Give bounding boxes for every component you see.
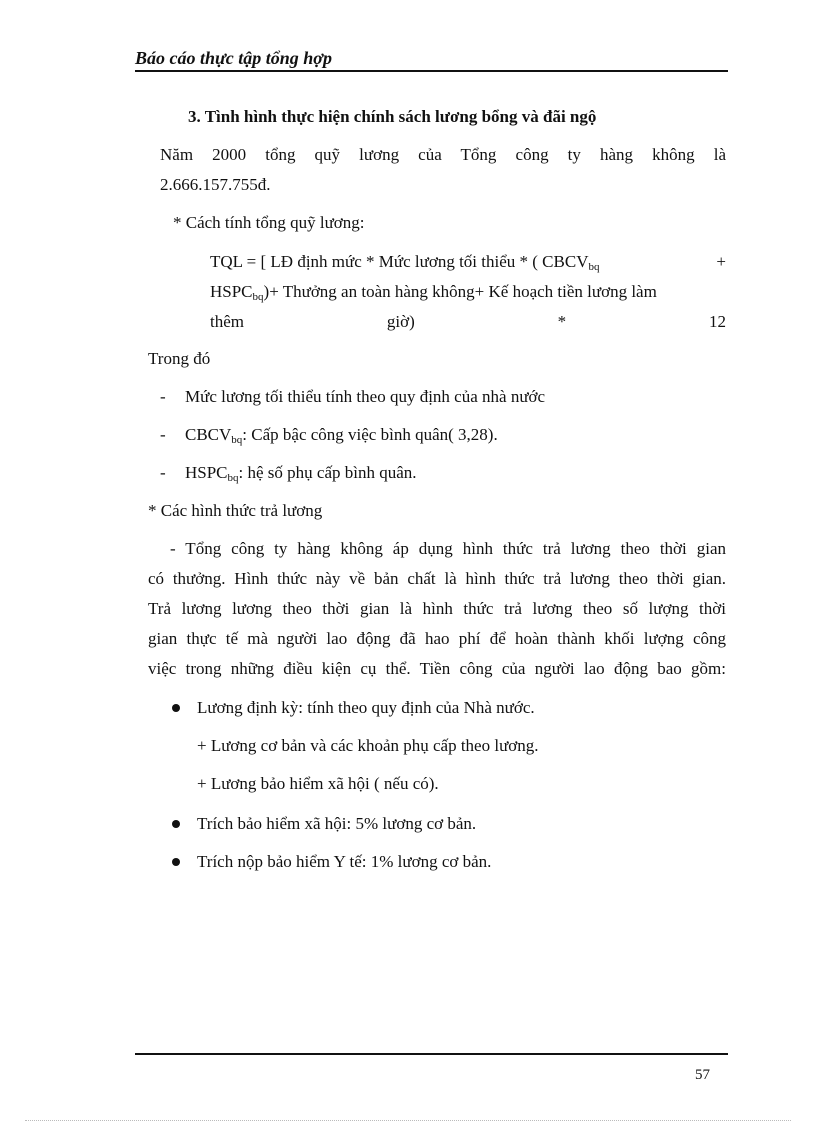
bullet-item: Trích bảo hiểm xã hội: 5% lương cơ bản. [197, 814, 477, 833]
definition-dash: - [160, 463, 166, 482]
paragraph-line: gian thực tế mà người lao động đã hao phí để hoàn thành khối lượng công [148, 629, 726, 648]
sub-item: + Lương bảo hiểm xã hội ( nếu có). [197, 774, 439, 793]
formula-line-2: $HSPC_{bq})+$ Thưởng an toàn hàng không+ Kế hoạch tiền lương làm [210, 282, 657, 303]
header-title: Báo cáo thực tập tổng hợp [135, 48, 332, 68]
footer-rule [135, 1053, 728, 1055]
formula-line-1-text: TQL = [ LĐ định mức * Mức lương tối thiểu * ( $CBCV_{bq}$ [210, 252, 600, 273]
bullet-dot-icon [172, 704, 180, 712]
intro-line-2: 2.666.157.755đ. [160, 175, 271, 194]
sub-item: + Lương cơ bản và các khoản phụ cấp theo lương. [197, 736, 539, 755]
formula-line-1-plus: + [716, 252, 726, 271]
bullet-dot-icon [172, 858, 180, 866]
definition-item: $HSPC_{bq}$: hệ số phụ cấp bình quân. [185, 463, 417, 484]
definition-item: Mức lương tối thiểu tính theo quy định của nhà nước [185, 387, 546, 406]
where-label: Trong đó [148, 349, 211, 368]
formula-line-3: thêm giờ) * 12 [210, 312, 726, 331]
page-number: 57 [695, 1067, 710, 1083]
intro-line-1: Năm 2000 tổng quỹ lương của Tổng công ty hàng không là [160, 145, 726, 164]
definition-dash: - [160, 387, 166, 406]
bullet-item: Trích nộp bảo hiểm Y tế: 1% lương cơ bản. [197, 852, 492, 871]
formula-line-1 [210, 250, 726, 274]
paragraph-line: - Tổng công ty hàng không áp dụng hình thức trả lương theo thời gian [170, 539, 726, 558]
definition-item: $CBCV_{bq}$: Cấp bậc công việc bình quân( 3,28). [185, 425, 498, 446]
formula-intro: * Cách tính tổng quỹ lương: [173, 213, 365, 232]
paragraph-line: việc trong những điều kiện cụ thể. Tiền công của người lao động bao gồm: [148, 659, 726, 678]
page-edge-dotted-line [25, 1120, 791, 1121]
section-heading: 3. Tình hình thực hiện chính sách lương bổng và đãi ngộ [188, 107, 597, 126]
bullet-item: Lương định kỳ: tính theo quy định của Nhà nước. [197, 698, 535, 717]
bullet-dot-icon [172, 820, 180, 828]
definition-dash: - [160, 425, 166, 444]
header-rule [135, 70, 728, 72]
forms-heading: * Các hình thức trả lương [148, 501, 323, 520]
paragraph-line: Trả lương lương theo thời gian là hình thức trả lương theo số lượng thời [148, 599, 726, 618]
paragraph-line: có thưởng. Hình thức này về bản chất là hình thức trả lương theo thời gian. [148, 569, 726, 588]
